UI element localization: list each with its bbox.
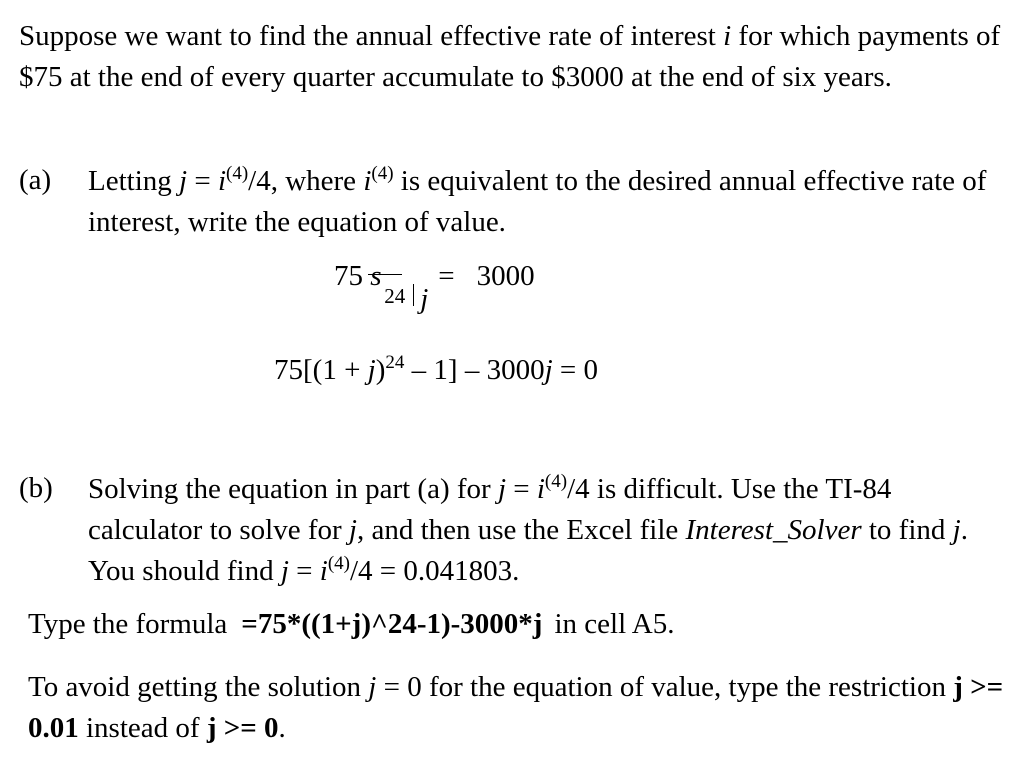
formula-text: in cell A5. xyxy=(554,608,675,640)
part-a-text xyxy=(88,161,1008,243)
restriction-new: j >= 0.01 xyxy=(28,671,1004,744)
restriction-old: j >= 0 xyxy=(206,712,279,744)
eq-rhs: 3000 xyxy=(476,260,535,292)
var-i: i xyxy=(536,473,545,505)
excel-file-name: Interest_Solver xyxy=(685,514,862,546)
part-b-text-segment: to find xyxy=(861,514,953,546)
var-i: i xyxy=(319,555,328,587)
equals-text: = xyxy=(288,555,320,587)
exponent: 24 xyxy=(385,352,405,373)
annuity-angle-bar xyxy=(413,284,414,306)
part-b-text-segment: , and then use the Excel file xyxy=(356,514,686,546)
var-j: j xyxy=(367,354,376,386)
part-b-text-segment: /4 is difficult. Use the TI-84 calculator to solve for xyxy=(88,473,892,546)
superscript: (4) xyxy=(226,163,249,184)
part-b-text-segment: /4 = 0.041803. xyxy=(350,555,520,587)
superscript: (4) xyxy=(327,553,350,574)
part-a-text-segment: Letting xyxy=(88,165,180,197)
eq-coefficient: 75 xyxy=(334,260,371,292)
annuity-s: s xyxy=(370,260,382,292)
part-a-text-segment: /4, where xyxy=(248,165,364,197)
note-text: instead of xyxy=(78,712,207,744)
intro-text: Suppose we want to find the annual effective rate of interest xyxy=(19,20,724,52)
annuity-rate: j xyxy=(420,283,429,315)
formula-instruction xyxy=(28,604,674,645)
expanded-equation xyxy=(274,350,598,391)
part-b-text-segment: . You should find xyxy=(88,514,968,587)
var-i: i xyxy=(723,20,732,52)
annuity-term: 24 xyxy=(384,284,406,308)
var-j: j xyxy=(497,473,506,505)
eq2-text: ) xyxy=(375,354,386,386)
eq2-text: 75[(1 + xyxy=(274,354,368,386)
var-i: i xyxy=(217,165,226,197)
restriction-note xyxy=(28,667,1008,749)
annuity-symbol xyxy=(370,256,430,315)
annuity-overbar xyxy=(368,274,402,275)
formula-text: Type the formula xyxy=(28,608,228,640)
part-b-text-segment: Solving the equation in part (a) for xyxy=(88,473,498,505)
eq2-text: – 1] – 3000 xyxy=(404,354,545,386)
note-text: = 0 for the equation of value, type the restriction xyxy=(376,671,954,703)
part-a-label: (a) xyxy=(19,164,52,196)
equals-text: = xyxy=(506,473,537,505)
note-text: . xyxy=(278,712,286,744)
intro-text: for which payments of $75 at the end of every quarter accumulate to $3000 at the end of six years. xyxy=(19,20,1001,93)
intro-paragraph xyxy=(19,16,1009,98)
equals-text: = xyxy=(187,165,218,197)
var-i: i xyxy=(363,165,372,197)
var-j: j xyxy=(179,165,188,197)
var-j: j xyxy=(368,671,377,703)
equation-of-value xyxy=(334,256,535,315)
superscript: (4) xyxy=(544,471,568,492)
eq2-text: = 0 xyxy=(552,354,598,386)
part-a-text-segment: is equivalent to the desired annual effective rate of interest, write the equation of value. xyxy=(88,165,987,238)
equals-sign: = xyxy=(438,260,455,292)
superscript: (4) xyxy=(371,163,394,184)
var-j: j xyxy=(348,514,357,546)
part-b-text xyxy=(88,469,1008,592)
part-b-label: (b) xyxy=(19,472,53,504)
var-j: j xyxy=(952,514,961,546)
var-j: j xyxy=(280,555,289,587)
note-text: To avoid getting the solution xyxy=(28,671,369,703)
excel-formula: =75*((1+j)^24-1)-3000*j xyxy=(241,608,543,640)
var-j: j xyxy=(544,354,553,386)
